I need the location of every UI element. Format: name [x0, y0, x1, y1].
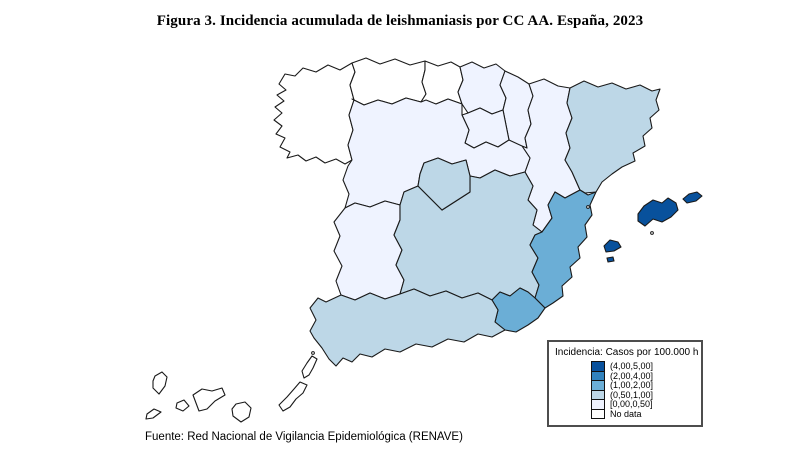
region-galicia [274, 63, 355, 164]
legend-item-label: [0,00,0,50] [610, 399, 653, 410]
region-extremadura [334, 201, 404, 300]
region-pais-vasco [458, 62, 506, 114]
figure-title: Figura 3. Incidencia acumulada de leishmaniasis por CC AA. España, 2023 [156, 13, 644, 29]
legend-item-label: (1,00,2,00] [610, 380, 654, 391]
legend-item-label: (4,00,5,00] [610, 361, 654, 372]
region-canarias [146, 356, 317, 422]
region-asturias [350, 58, 426, 105]
legend-item [591, 409, 697, 420]
legend-items [591, 361, 697, 419]
map-legend [547, 340, 703, 427]
legend-item-label: No data [610, 408, 642, 419]
region-cataluna [565, 81, 660, 193]
legend-swatch [591, 409, 605, 420]
islet-dot [312, 352, 315, 355]
legend-title: Incidencia: Casos por 100.000 h [555, 347, 699, 358]
legend-item-label: (0,50,1,00] [610, 389, 654, 400]
region-andalucia [310, 289, 505, 366]
islet-dot [651, 232, 654, 235]
islet-dot [587, 206, 590, 209]
source-note: Fuente: Red Nacional de Vigilancia Epidemiológica (RENAVE) [145, 431, 463, 443]
legend-item-label: (2,00,4,00] [610, 370, 654, 381]
region-illes-balears [604, 192, 702, 262]
region-cantabria [421, 61, 463, 104]
